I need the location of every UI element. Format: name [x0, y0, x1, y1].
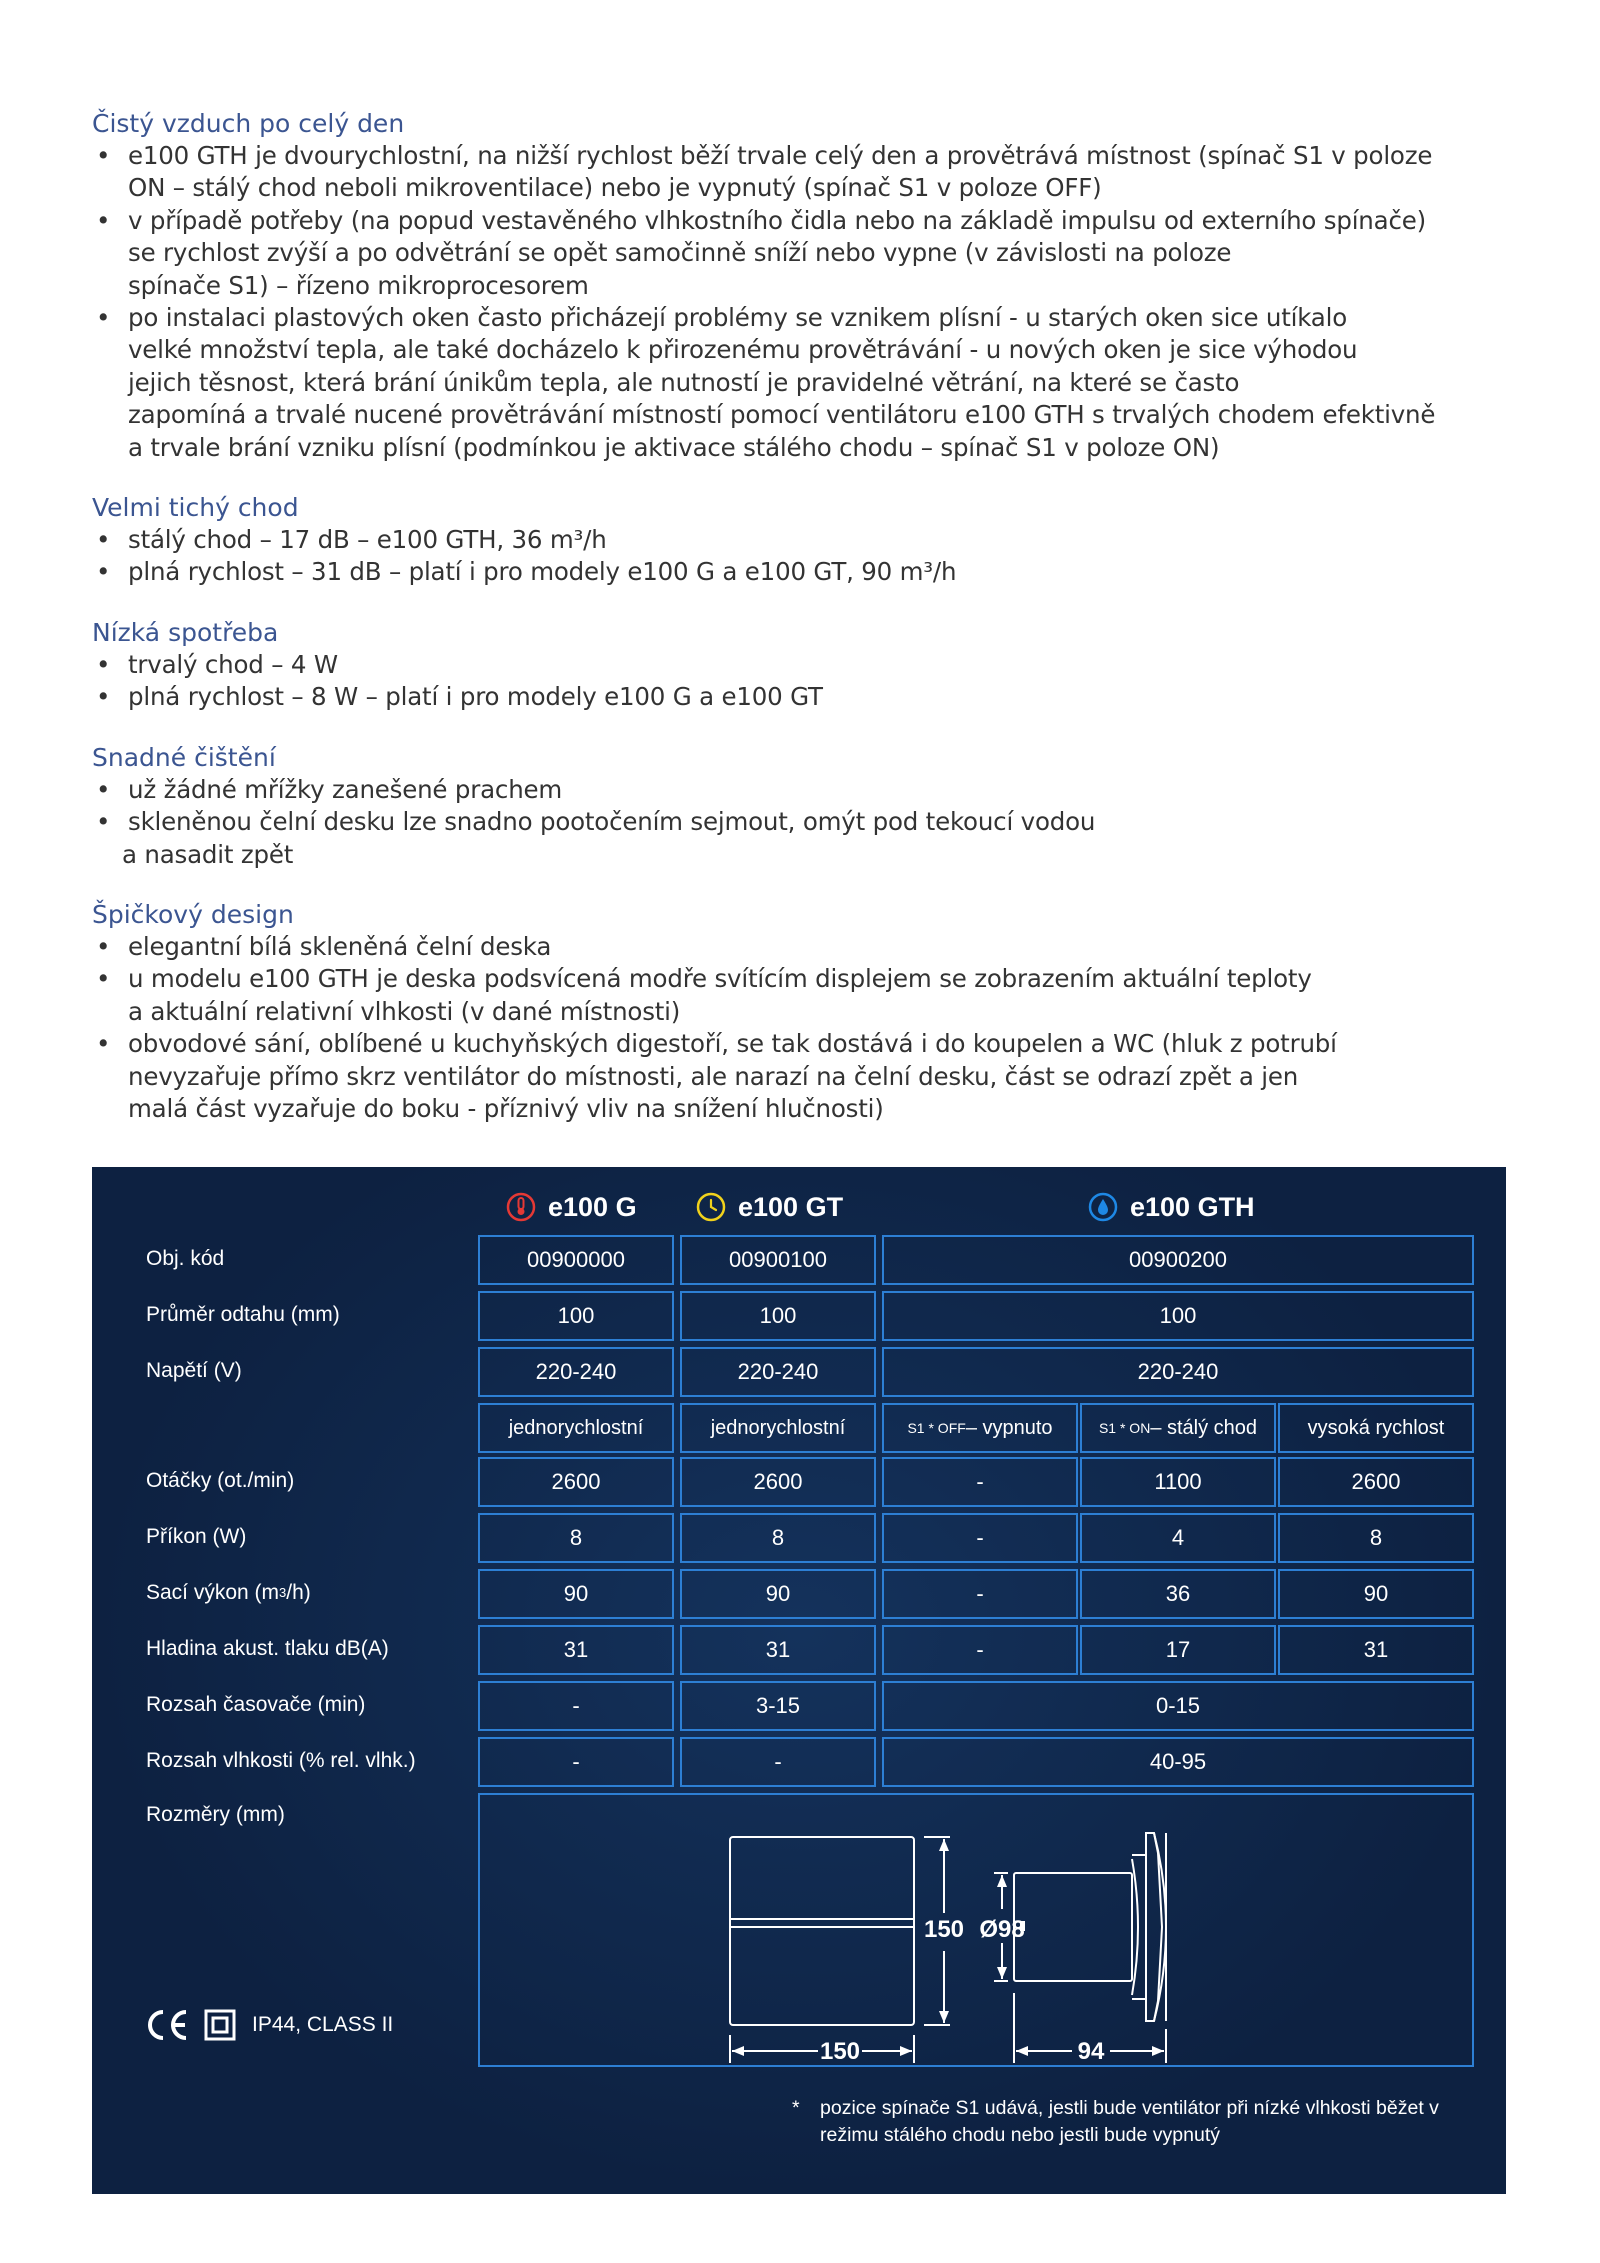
cell-rpm: 2600 — [680, 1457, 876, 1507]
label-humidity: Rozsah vlhkosti (% rel. vlhk.) — [146, 1749, 416, 1772]
cell-timer-gth: 0-15 — [882, 1681, 1474, 1731]
cell-airflow: 90 — [478, 1569, 674, 1619]
model-header-g: e100 G — [506, 1185, 637, 1229]
dimensions-drawing — [478, 1793, 1474, 2067]
bullet-item: • stálý chod – 17 dB – e100 GTH, 36 m³/h — [92, 524, 1512, 556]
cell-diameter-gth: 100 — [882, 1291, 1474, 1341]
class-ii-icon — [204, 2009, 236, 2041]
cell-code-gt: 00900100 — [680, 1235, 876, 1285]
bullet-item: • u modelu e100 GTH je deska podsvícená modře svítícím displejem se zobrazením aktuální teploty a aktuální relativní vlhkosti (v dané místnosti) — [92, 963, 1512, 1028]
cell-humidity-g: - — [478, 1737, 674, 1787]
bullet-item: • e100 GTH je dvourychlostní, na nižší rychlost běží trvale celý den a provětrává místnost (spínač S1 v poloze ON – stálý chod neboli mikroventilace) nebo je vypnutý (spínač S1 v poloze OFF) — [92, 140, 1512, 205]
ip-rating: IP44, CLASS II — [252, 2013, 394, 2036]
cell-airflow: 36 — [1080, 1569, 1276, 1619]
cell-power: - — [882, 1513, 1078, 1563]
bullet-item: • skleněnou čelní desku lze snadno pootočením sejmout, omýt pod tekoucí vodou a nasadit zpět — [92, 806, 1512, 871]
feature-list — [92, 108, 1512, 1153]
cell-airflow: - — [882, 1569, 1078, 1619]
cell-code-gth: 00900200 — [882, 1235, 1474, 1285]
timer-icon — [696, 1192, 726, 1222]
section-clean-air — [92, 108, 1512, 464]
humidity-drop-icon — [1088, 1192, 1118, 1222]
cell-power: 8 — [1278, 1513, 1474, 1563]
cell-humidity-gth: 40-95 — [882, 1737, 1474, 1787]
ce-mark-icon — [144, 2007, 190, 2043]
section-low-consumption — [92, 617, 1512, 714]
bullet-item: • plná rychlost – 8 W – platí i pro modely e100 G a e100 GT — [92, 681, 1512, 713]
label-noise: Hladina akust. tlaku dB(A) — [146, 1637, 389, 1660]
cell-voltage-gt: 220-240 — [680, 1347, 876, 1397]
dimensions-drawing-cell — [478, 1793, 1474, 2067]
cell-mode-g: jednorychlostní — [478, 1403, 674, 1453]
cell-code-g: 00900000 — [478, 1235, 674, 1285]
cell-airflow: 90 — [1278, 1569, 1474, 1619]
label-order-code: Obj. kód — [146, 1247, 225, 1270]
label-voltage: Napětí (V) — [146, 1359, 242, 1382]
thermometer-icon — [506, 1192, 536, 1222]
bullet-item: • obvodové sání, oblíbené u kuchyňských digestoří, se tak dostává i do koupelen a WC (hluk z potrubí nevyzařuje přímo skrz ventilátor do místnosti, ale narazí na čelní desku, část se odrazí zpět a jen malá část vyzařuje do boku - příznivý vliv na snížení hlučnosti) — [92, 1028, 1512, 1125]
bullet-item: • po instalaci plastových oken často přicházejí problémy se vznikem plísní - u starých oken sice utíkalo velké množství tepla, ale také docházelo k přirozenému provětrávání - u nových oken je sice výhodou jejich těsnost, která brání únikům tepla, ale nutností je pravidelné větrání, na které se často zapomíná a trvalé nucené provětrávání místností pomocí ventilátoru e100 GTH s trvalých chodem efektivně a trvale brání vzniku plísní (podmínkou je aktivace stálého chodu – spínač S1 v poloze ON) — [92, 302, 1512, 464]
cell-noise: 31 — [1278, 1625, 1474, 1675]
section-heading: Nízká spotřeba — [92, 617, 279, 647]
label-rpm: Otáčky (ot./min) — [146, 1469, 295, 1492]
label-dimensions: Rozměry (mm) — [146, 1803, 285, 1826]
section-heading: Snadné čištění — [92, 742, 276, 772]
cell-diameter-gt: 100 — [680, 1291, 876, 1341]
cell-rpm: 2600 — [478, 1457, 674, 1507]
bullet-item: • v případě potřeby (na popud vestavěného vlhkostního čidla nebo na základě impulsu od externího spínače) se rychlost zvýší a po odvětrání se opět samočinně sníží nebo vypne (v závislosti na poloze spínače S1) – řízeno mikroprocesorem — [92, 205, 1512, 302]
bullet-item: • plná rychlost – 31 dB – platí i pro modely e100 G a e100 GT, 90 m³/h — [92, 556, 1512, 588]
cell-timer-gt: 3-15 — [680, 1681, 876, 1731]
cell-noise: 31 — [680, 1625, 876, 1675]
bullet-item: • trvalý chod – 4 W — [92, 649, 1512, 681]
cell-humidity-gt: - — [680, 1737, 876, 1787]
section-heading: Velmi tichý chod — [92, 493, 299, 523]
cell-timer-g: - — [478, 1681, 674, 1731]
cell-noise: 17 — [1080, 1625, 1276, 1675]
cell-mode-high: vysoká rychlost — [1278, 1403, 1474, 1453]
cell-voltage-g: 220-240 — [478, 1347, 674, 1397]
cell-noise: 31 — [478, 1625, 674, 1675]
cell-rpm: 1100 — [1080, 1457, 1276, 1507]
section-heading: Čistý vzduch po celý den — [92, 109, 405, 138]
section-heading: Špičkový design — [92, 899, 294, 929]
bullet-item: • elegantní bílá skleněná čelní deska — [92, 931, 1512, 963]
spec-table-panel — [92, 1167, 1506, 2194]
cell-mode-off: S1 * OFF – vypnuto — [882, 1403, 1078, 1453]
certification — [144, 2007, 393, 2043]
label-diameter: Průměr odtahu (mm) — [146, 1303, 340, 1326]
height-dimension-label: 150 — [923, 1916, 965, 1943]
label-airflow: Sací výkon (m 3 /h) — [146, 1581, 311, 1604]
bullet-item: • už žádné mřížky zanešené prachem — [92, 774, 1512, 806]
section-design — [92, 899, 1512, 1125]
section-quiet — [92, 492, 1512, 589]
cell-airflow: 90 — [680, 1569, 876, 1619]
label-timer: Rozsah časovače (min) — [146, 1693, 366, 1716]
footnote: * pozice spínače S1 udává, jestli bude ventilátor při nízké vlhkosti běžet v režimu stálého chodu nebo jestli bude vypnutý — [792, 2097, 1439, 2146]
cell-power: 8 — [680, 1513, 876, 1563]
cell-power: 4 — [1080, 1513, 1276, 1563]
cell-voltage-gth: 220-240 — [882, 1347, 1474, 1397]
diameter-dimension-label: Ø98 — [979, 1916, 1025, 1943]
label-power: Příkon (W) — [146, 1525, 247, 1548]
model-header-gth: e100 GTH — [1088, 1185, 1255, 1229]
cell-rpm: 2600 — [1278, 1457, 1474, 1507]
cell-rpm: - — [882, 1457, 1078, 1507]
cell-diameter-g: 100 — [478, 1291, 674, 1341]
depth-dimension-label: 94 — [1077, 2038, 1105, 2065]
section-easy-cleaning — [92, 742, 1512, 871]
model-header-gt: e100 GT — [696, 1185, 843, 1229]
cell-mode-on: S1 * ON – stálý chod — [1080, 1403, 1276, 1453]
width-dimension-label: 150 — [819, 2038, 861, 2065]
cell-power: 8 — [478, 1513, 674, 1563]
cell-mode-gt: jednorychlostní — [680, 1403, 876, 1453]
cell-noise: - — [882, 1625, 1078, 1675]
